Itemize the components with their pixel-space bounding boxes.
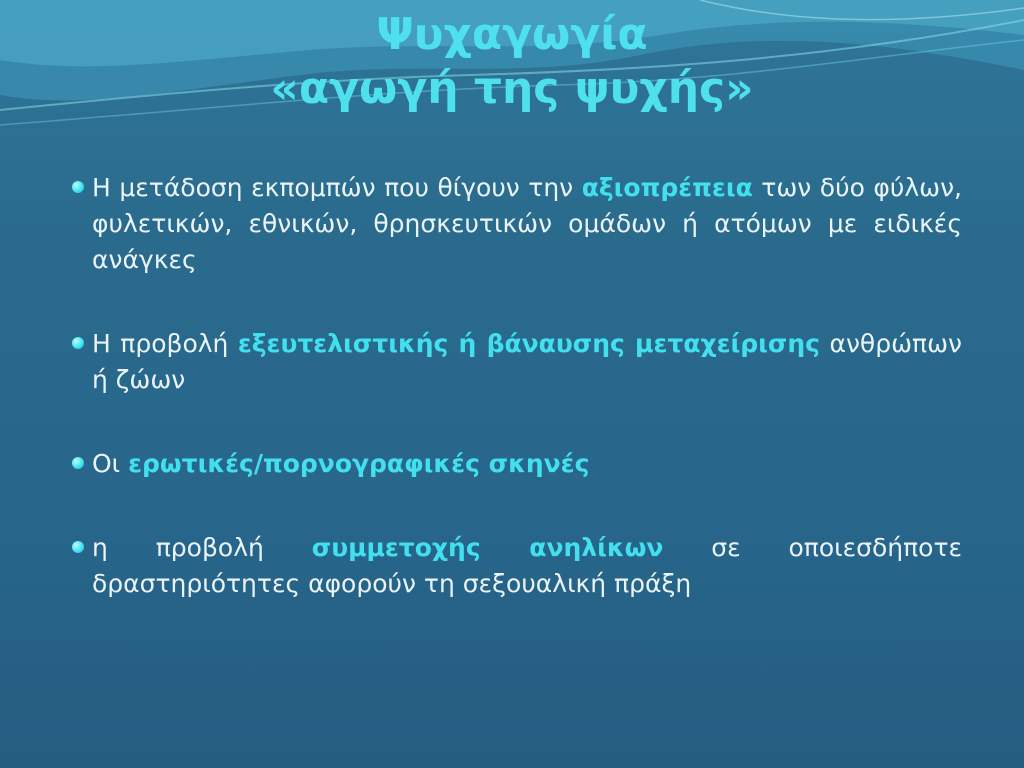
bullet-highlight: αξιοπρέπεια — [581, 173, 753, 202]
bullet-item-minors — [72, 530, 962, 602]
bullet-text-before: η προβολή — [92, 533, 312, 562]
bullet-text-after: ανθρώπων ή ζώων — [92, 329, 962, 394]
title-line-2: «αγωγή της ψυχής» — [270, 63, 754, 114]
bullet-text-before: Οι — [92, 449, 129, 478]
bullet-item-mistreatment — [72, 326, 962, 398]
bullet-text-before: Η μετάδοση εκπομπών που θίγουν την — [92, 173, 582, 202]
bullet-highlight: συμμετοχής ανηλίκων — [311, 533, 664, 562]
bullet-text-after: σε οποιεσδήποτε δραστηριότητες αφορούν τη σεξουαλική πράξη — [92, 533, 963, 598]
bullet-list — [72, 170, 962, 650]
bullet-text-after: των δύο φύλων, φυλετικών, εθνικών, θρησκευτικών ομάδων ή ατόμων με ειδικές ανάγκες — [92, 173, 963, 274]
bullet-item-scenes — [72, 446, 962, 482]
slide-title — [0, 8, 1024, 116]
bullet-icon — [72, 337, 84, 349]
bullet-highlight: εξευτελιστικής ή βάναυσης μεταχείρισης — [237, 329, 821, 358]
bullet-highlight: ερωτικές/πορνογραφικές σκηνές — [128, 449, 590, 478]
bullet-icon — [72, 541, 84, 553]
bullet-icon — [72, 181, 84, 193]
bullet-icon — [72, 457, 84, 469]
bullet-item-dignity — [72, 170, 962, 278]
bullet-text-before: Η προβολή — [92, 329, 238, 358]
title-line-1: Ψυχαγωγία — [376, 9, 648, 60]
